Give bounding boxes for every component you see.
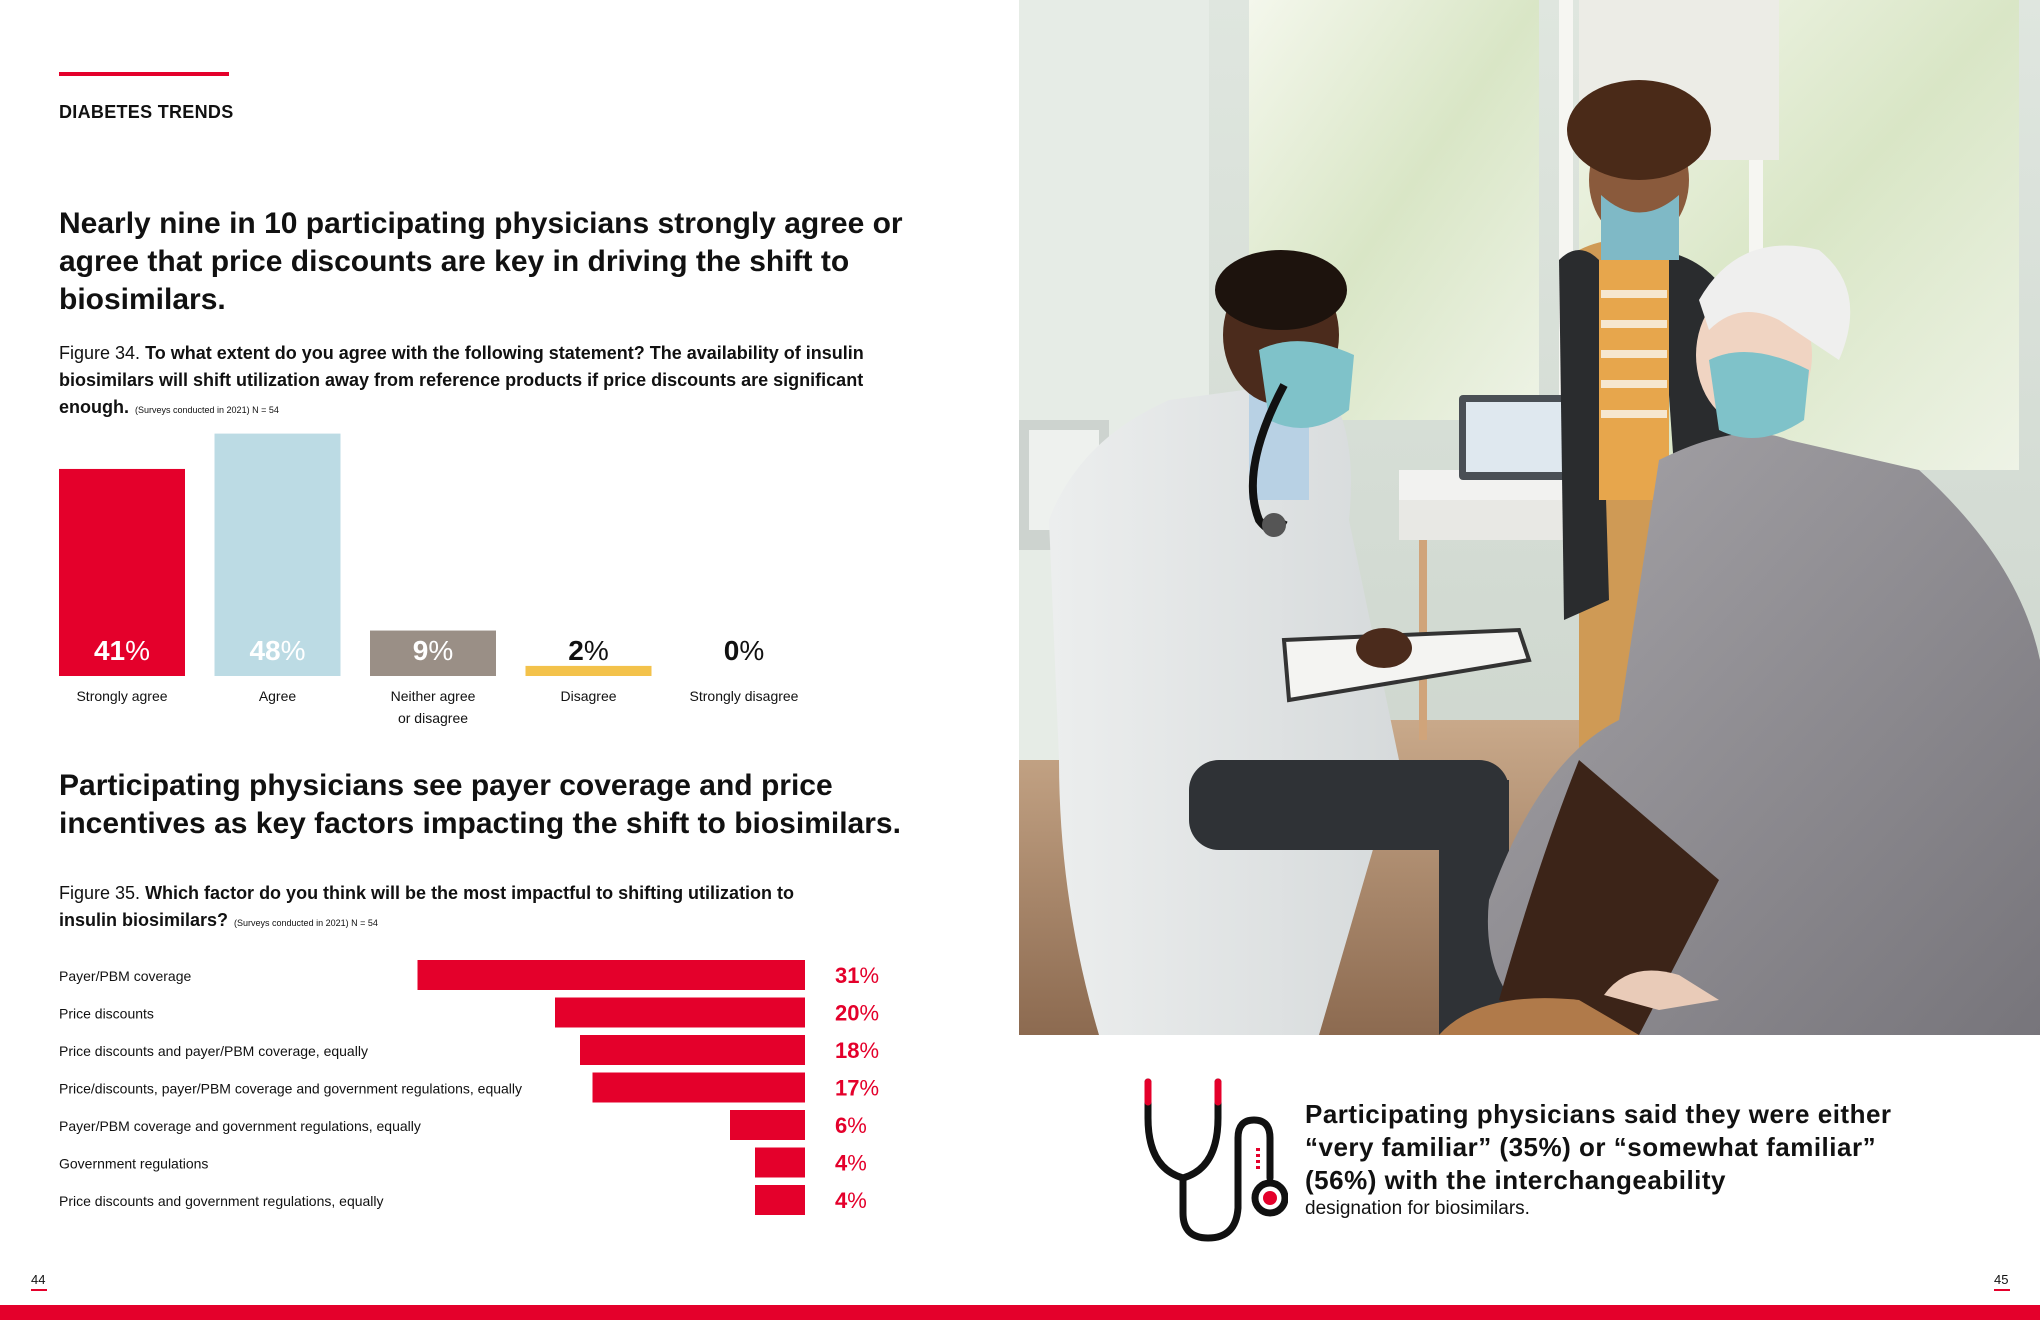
category-label-3-line-1: Neither agree <box>390 688 476 704</box>
figure-35-note: (Surveys conducted in 2021) N = 54 <box>234 918 378 928</box>
category-label-7: Price discounts and government regulations, equally <box>59 1193 384 1209</box>
agreement-bar-chart <box>40 420 840 740</box>
category-label-2: Agree <box>258 688 297 704</box>
bar-4 <box>593 1073 806 1103</box>
bar-value-label-5: 0% <box>723 635 765 666</box>
bar-1 <box>418 960 806 990</box>
bar-3 <box>580 1035 805 1065</box>
bar-7 <box>755 1185 805 1215</box>
callout-subtext: designation for biosimilars. <box>1305 1198 1530 1219</box>
category-label-6: Government regulations <box>59 1155 209 1172</box>
bar-value-label-3: 18% <box>835 1038 880 1063</box>
figure-34-question: To what extent do you agree with the following statement? The availability of insulin biosimilars will shift utilization away from reference products if price discounts are significant enough. <box>59 343 864 417</box>
section-label: DIABETES TRENDS <box>59 102 234 122</box>
bar-value-label-7: 4% <box>835 1188 867 1213</box>
bar-value-label-2: 48% <box>249 635 306 666</box>
bar-value-label-4: 2% <box>568 635 609 666</box>
bottom-accent-bar <box>0 1305 2040 1320</box>
familiarity-callout <box>1305 1098 1945 1221</box>
bar-value-label-1: 31% <box>835 963 880 988</box>
headline-factors: Participating physicians see payer coverage and price incentives as key factors impacting the shift to biosimilars. <box>59 769 901 840</box>
category-label-5: Payer/PBM coverage and government regulations, equally <box>59 1118 421 1134</box>
bar-2 <box>555 998 805 1028</box>
page-number-left: 44 <box>31 1272 46 1287</box>
factors-bar-chart <box>40 945 940 1235</box>
figure-34-number: Figure 34. <box>59 343 141 363</box>
stethoscope-icon <box>1138 1078 1288 1248</box>
category-label-1: Strongly agree <box>76 688 168 704</box>
bar-value-label-1: 41% <box>93 635 151 666</box>
category-label-5: Strongly disagree <box>689 688 799 704</box>
bar-4 <box>526 666 652 676</box>
figure-35-question: Which factor do you think will be the most impactful to shifting utilization to insulin biosimilars? <box>59 883 795 930</box>
bar-value-label-3: 9% <box>412 635 454 666</box>
page-number-left-rule <box>31 1289 47 1291</box>
category-label-3-line-2: or disagree <box>397 710 469 726</box>
figure-35-number: Figure 35. <box>59 883 141 903</box>
page-number-right: 45 <box>1994 1272 2009 1287</box>
category-label-3: Price discounts and payer/PBM coverage, equally <box>59 1043 368 1059</box>
bar-6 <box>755 1148 805 1178</box>
bar-value-label-4: 17% <box>835 1075 880 1101</box>
bar-5 <box>730 1110 805 1140</box>
figure-34-note: (Surveys conducted in 2021) N = 54 <box>135 405 279 415</box>
bar-value-label-5: 6% <box>835 1113 867 1138</box>
headline-agreement: Nearly nine in 10 participating physicians strongly agree or agree that price discounts are key in driving the shift to biosimilars. <box>59 207 903 316</box>
figure-34-caption <box>59 340 919 424</box>
bar-value-label-6: 4% <box>835 1150 867 1176</box>
page-number-right-rule <box>1994 1289 2010 1291</box>
category-label-4: Price/discounts, payer/PBM coverage and government regulations, equally <box>59 1080 523 1097</box>
bar-value-label-2: 20% <box>835 1000 880 1026</box>
top-accent-rule <box>59 72 229 76</box>
category-label-4: Disagree <box>560 688 617 704</box>
doctor-patient-photo <box>1019 0 2040 1035</box>
category-label-1: Payer/PBM coverage <box>59 968 192 984</box>
category-label-2: Price discounts <box>59 1005 154 1022</box>
callout-headline: Participating physicians said they were either “very familiar” (35%) or “somewhat familiar” (56%) with the interchangeability <box>1305 1099 1892 1195</box>
figure-35-caption <box>59 880 819 937</box>
